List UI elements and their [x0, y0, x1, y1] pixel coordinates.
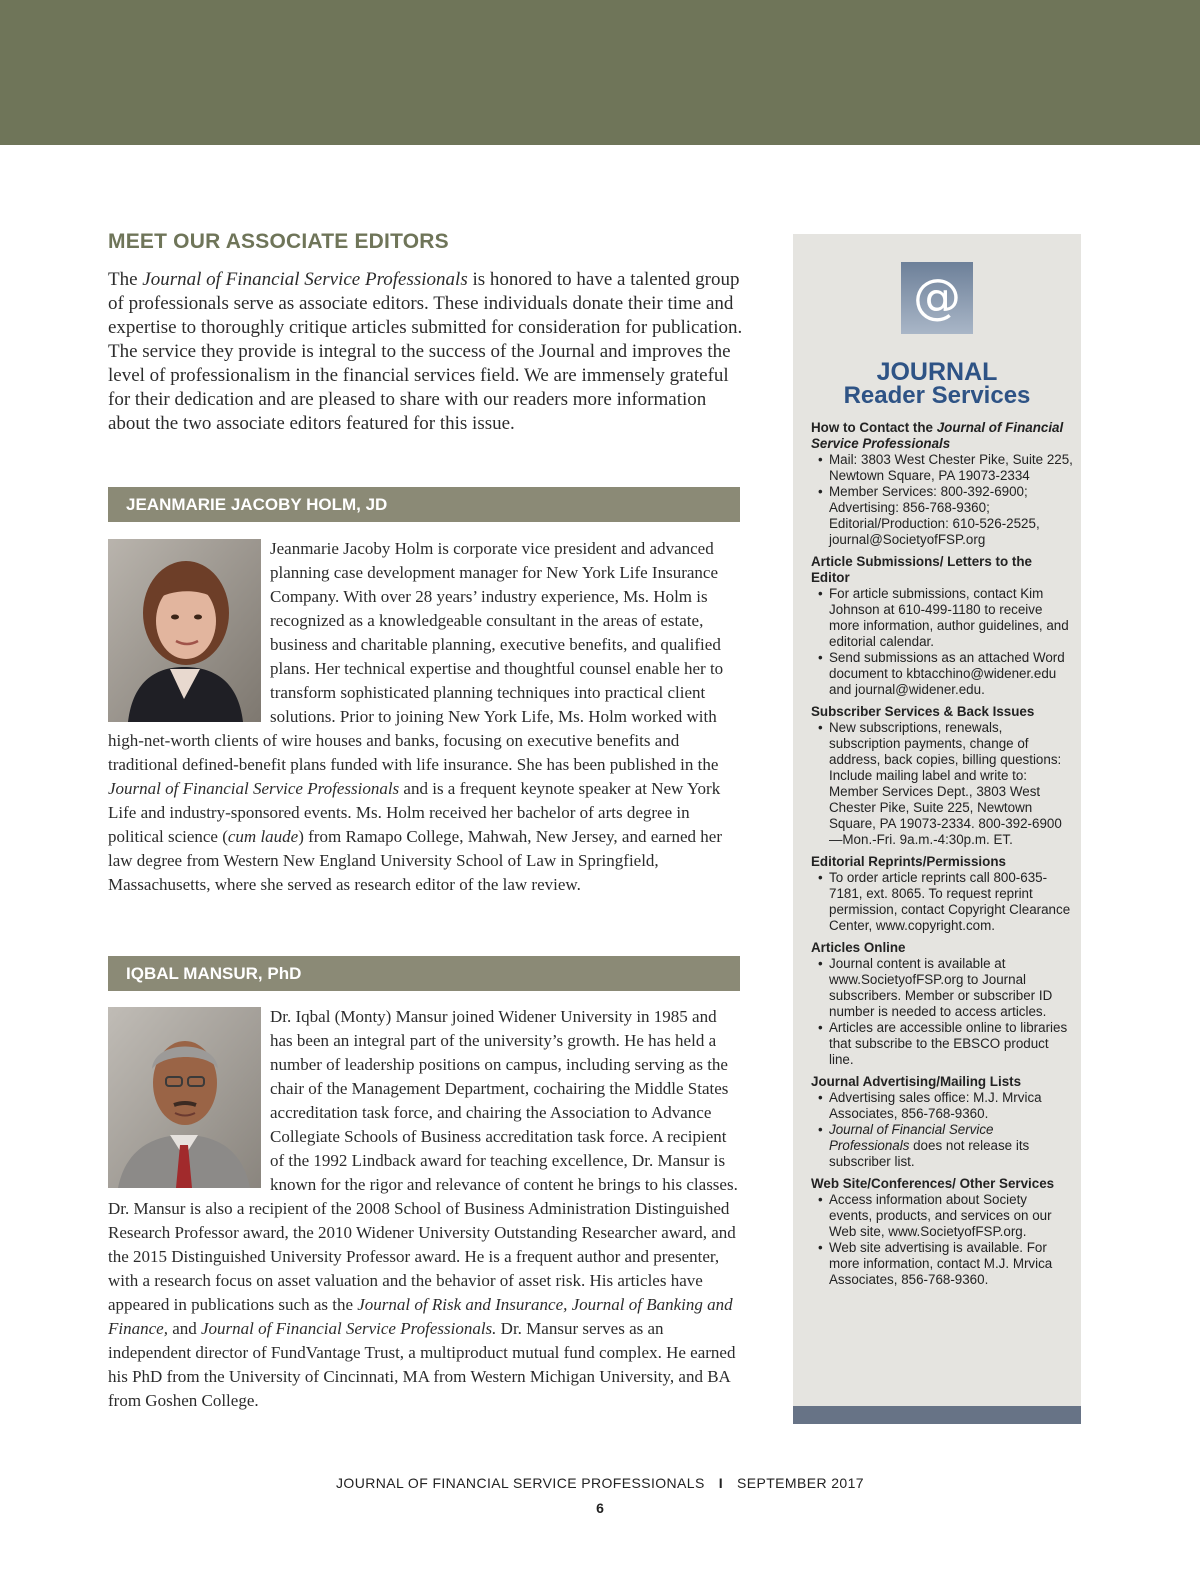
- sidebar-body: [811, 420, 1073, 1294]
- editor-bio: Dr. Iqbal (Monty) Mansur joined Widener University in 1985 and has been an integral part of the university’s growth. He has held a number of leadership positions on campus, including serving as the chair of the Management Department, cochairing the Middle States accreditation task force, and chairing the Association to Advance Collegiate Schools of Business accreditation task force. A recipient of the 1992 Lindback award for teaching excellence, Dr. Mansur is known for the rigor and relevance of content he brings to his classes. Dr. Mansur is also a recipient of the 2008 School of Business Administration Distinguished Research Professor award, the 2010 Widener University Outstanding Researcher award, and the 2015 Distinguished University Professor award. He is a frequent author and presenter, with a research focus on asset valuation and the behavior of asset risk. His articles have appeared in publications such as the Journal of Risk and Insurance, Journal of Banking and Finance, and Journal of Financial Service Professionals. Dr. Mansur serves as an independent director of FundVantage Trust, a multiproduct mutual fund complex. He earned his PhD from the University of Cincinnati, MA from Western Michigan University, and BA from Goshen College.: [108, 1007, 738, 1410]
- list-item: • Journal content is available at www.SocietyofFSP.org to Journal subscribers. Member or subscriber ID number is needed to access articles.: [811, 956, 1073, 1020]
- list-item: • Advertising sales office: M.J. Mrvica Associates, 856-768-9360.: [811, 1090, 1073, 1122]
- editor-bio: Jeanmarie Jacoby Holm is corporate vice president and advanced planning case development manager for New York Life Insurance Company. With over 28 years’ industry experience, Ms. Holm is recognized as a knowledgeable consultant in the areas of estate, business and charitable planning, executive benefits, and qualified plans. Her technical expertise and thoughtful counsel enable her to transform sophisticated planning techniques into practical client solutions. Prior to joining New York Life, Ms. Holm worked with high-net-worth clients of wire houses and banks, focusing on executive benefits and traditional defined-benefit plans funded with life insurance. She has been published in the Journal of Financial Service Professionals and is a frequent keynote speaker at New York Life and industry-sponsored events. Ms. Holm received her bachelor of arts degree in political science (cum laude) from Ramapo College, Mahwah, New Jersey, and earned her law degree from Western New England University School of Law in Springfield, Massachusetts, where she served as research editor of the law review.: [108, 539, 724, 894]
- list-item: • New subscriptions, renewals, subscription payments, change of address, back copies, billing questions: Include mailing label and write to: Member Services Dept., 3803 West Chester Pike, Suite 225, Newtown Square, PA 19073-2334. 800-392-6900—Mon.-Fri. 9a.m.-4:30p.m. ET.: [811, 720, 1073, 848]
- list-item: • For article submissions, contact Kim Johnson at 610-499-1180 to receive more information, author guidelines, and editorial calendar.: [811, 586, 1073, 650]
- subscriber-section: [811, 704, 1073, 848]
- intro-paragraph: The Journal of Financial Service Professionals is honored to have a talented group of professionals serve as associate editors. These individuals donate their time and expertise to thoroughly critique articles submitted for consideration for publication. The service they provide is integral to the success of the Journal and improves the level of professionalism in the financial services field. We are immensely grateful for their dedication and are pleased to share with our readers more information about the two associate editors featured for this issue.: [108, 269, 743, 434]
- section-heading: How to Contact the Journal of Financial Service Professionals: [811, 420, 1064, 451]
- reader-services-sidebar: [793, 234, 1081, 1424]
- editor-name-banner: IQBAL MANSUR, PhD: [108, 956, 740, 991]
- list-item: • To order article reprints call 800-635-7181, ext. 8065. To request reprint permission, contact Copyright Clearance Center, www.copyright.com.: [811, 870, 1073, 934]
- header-band: [0, 0, 1200, 145]
- section-heading: Subscriber Services & Back Issues: [811, 704, 1035, 719]
- editor-name-banner: JEANMARIE JACOBY HOLM, JD: [108, 487, 740, 522]
- section-heading: Editorial Reprints/Permissions: [811, 854, 1006, 869]
- list-item: • Web site advertising is available. For more information, contact M.J. Mrvica Associates, 856-768-9360.: [811, 1240, 1073, 1288]
- editor-photo-mansur: [108, 1007, 261, 1188]
- online-section: [811, 940, 1073, 1068]
- web-section: [811, 1176, 1073, 1288]
- sidebar-footer-bar: [793, 1406, 1081, 1424]
- contact-section: [811, 420, 1073, 548]
- submissions-section: [811, 554, 1073, 698]
- editor-photo-holm: [108, 539, 261, 722]
- list-item: • Journal of Financial Service Professionals does not release its subscriber list.: [811, 1122, 1073, 1170]
- sidebar-subtitle: Reader Services: [843, 382, 1031, 409]
- section-title: MEET OUR ASSOCIATE EDITORS: [108, 230, 449, 253]
- page-footer: [0, 1475, 1200, 1491]
- footer-journal: JOURNAL OF FINANCIAL SERVICE PROFESSIONALS: [336, 1475, 705, 1491]
- list-item: • Member Services: 800-392-6900; Advertising: 856-768-9360; Editorial/Production: 610-526-2525, journal@SocietyofFSP.org: [811, 484, 1073, 548]
- sidebar-title: JOURNAL: [876, 358, 998, 386]
- journal-title: Journal of Financial Service Professionals: [142, 269, 468, 290]
- at-sign-icon: @: [901, 262, 973, 334]
- section-heading: Articles Online: [811, 940, 906, 955]
- page-number: 6: [596, 1500, 604, 1516]
- list-item: • Send submissions as an attached Word document to kbtacchino@widener.edu and journal@widener.edu.: [811, 650, 1073, 698]
- section-heading: Web Site/Conferences/ Other Services: [811, 1176, 1055, 1191]
- list-item: • Access information about Society events, products, and services on our Web site, www.SocietyofFSP.org.: [811, 1192, 1073, 1240]
- footer-separator: I: [718, 1475, 723, 1491]
- reprints-section: [811, 854, 1073, 934]
- list-item: • Mail: 3803 West Chester Pike, Suite 225, Newtown Square, PA 19073-2334: [811, 452, 1073, 484]
- section-heading: Article Submissions/ Letters to the Editor: [811, 554, 1032, 585]
- footer-date: SEPTEMBER 2017: [737, 1475, 864, 1491]
- section-heading: Journal Advertising/Mailing Lists: [811, 1074, 1022, 1089]
- list-item: • Articles are accessible online to libraries that subscribe to the EBSCO product line.: [811, 1020, 1073, 1068]
- advertising-section: [811, 1074, 1073, 1170]
